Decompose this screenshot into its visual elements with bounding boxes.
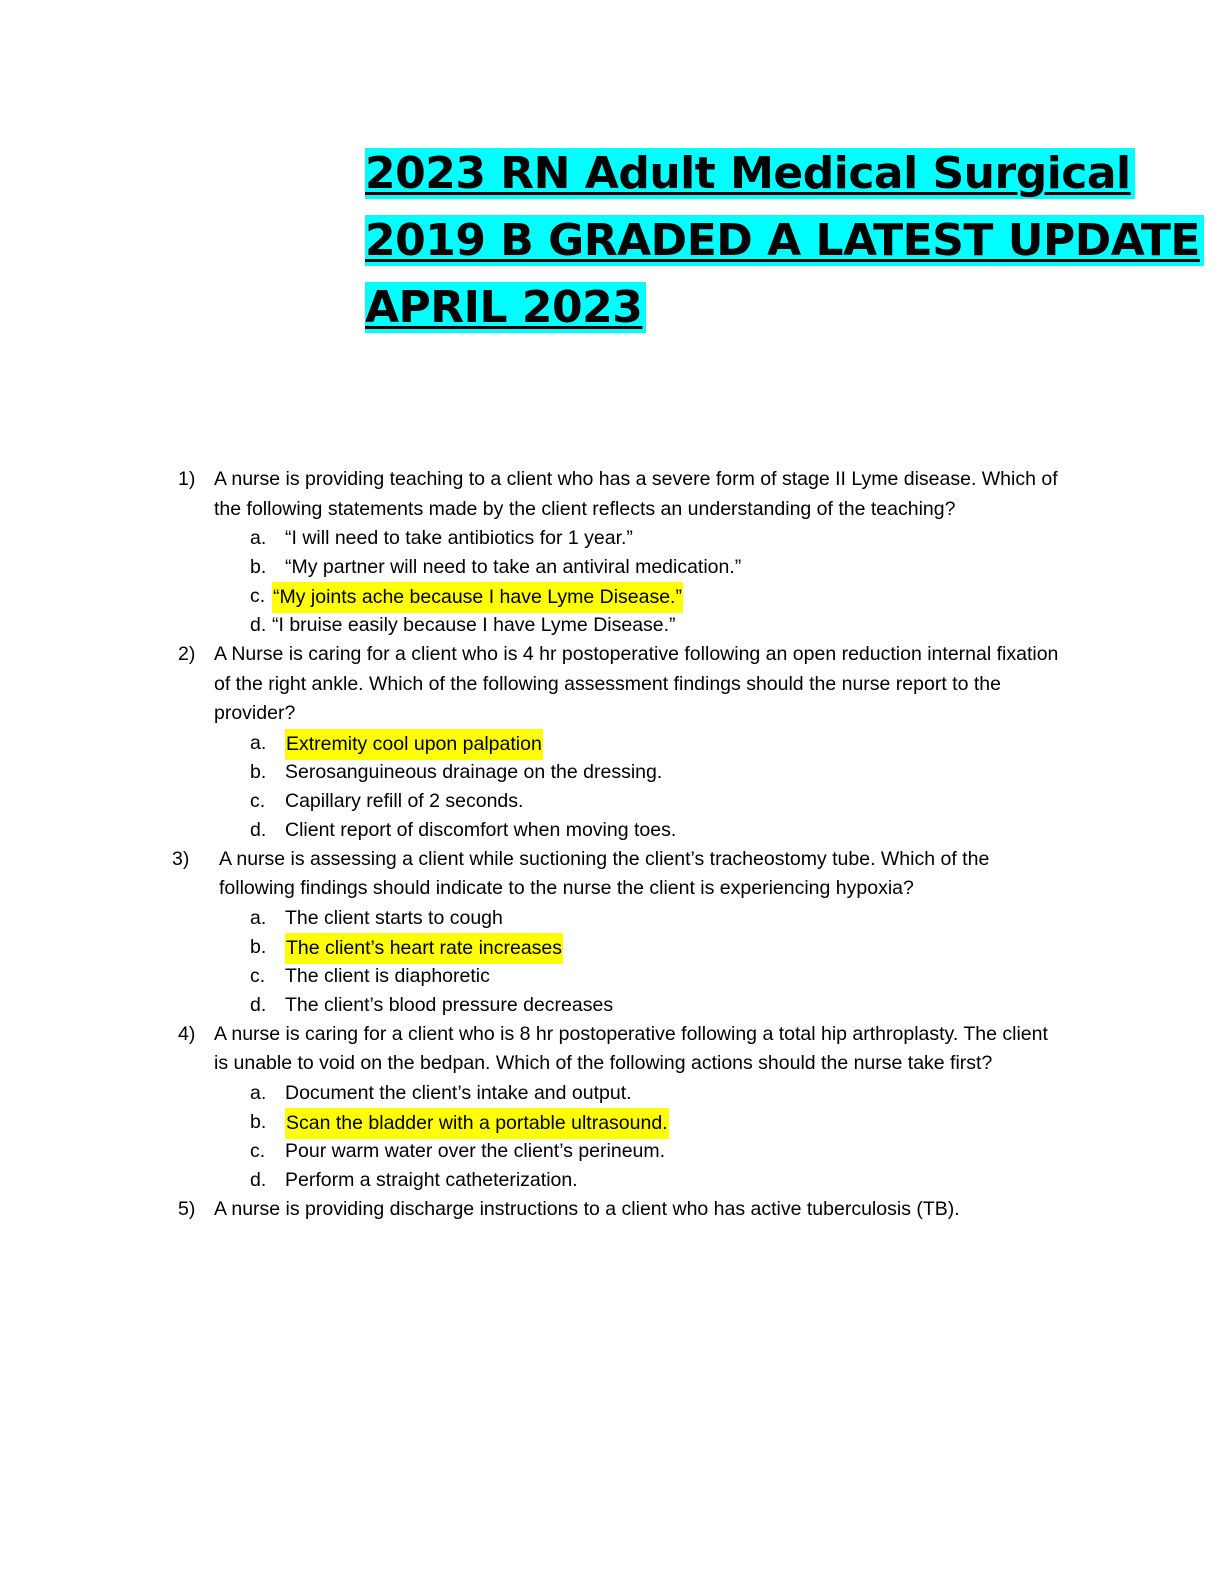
- option-letter: a.: [250, 906, 267, 929]
- question-5: [0, 1195, 1224, 1225]
- option-letter: c.: [250, 585, 266, 607]
- option-letter: b.: [250, 556, 267, 578]
- option-1a: [0, 524, 1224, 553]
- option-letter: a.: [250, 731, 267, 754]
- question-2: [0, 640, 1224, 729]
- option-3a: [0, 904, 1224, 933]
- option-letter: d.: [250, 993, 267, 1016]
- question-text: A nurse is providing discharge instructions to a client who has active tuberculosis (TB).: [214, 1197, 960, 1220]
- option-letter: c.: [250, 1139, 266, 1162]
- question-number: 3): [172, 847, 190, 870]
- option-2c: [0, 787, 1224, 816]
- option-1c: [0, 582, 1224, 611]
- option-text: Serosanguineous drainage on the dressing.: [285, 760, 663, 783]
- option-text: Pour warm water over the client’s perineum.: [285, 1139, 666, 1162]
- option-text: Document the client’s intake and output.: [285, 1081, 632, 1104]
- question-number: 1): [178, 468, 196, 490]
- document-title: [365, 140, 1200, 341]
- option-text: The client is diaphoretic: [285, 964, 490, 987]
- question-list: [0, 465, 1224, 1224]
- option-3d: [0, 991, 1224, 1020]
- question-text: A nurse is providing teaching to a client who has a severe form of stage II Lyme disease. Which of the following statements made by the client reflects an understanding of the teaching?: [214, 468, 1058, 520]
- option-letter: d.: [250, 818, 267, 841]
- option-letter: b.: [250, 935, 267, 958]
- highlighted-answer: The client’s heart rate increases: [285, 933, 563, 964]
- question-1: [0, 465, 1224, 524]
- title-line-3: APRIL 2023: [365, 274, 1195, 341]
- option-3c: [0, 962, 1224, 991]
- option-letter: b.: [250, 760, 267, 783]
- highlighted-answer: Scan the bladder with a portable ultrasound.: [285, 1108, 669, 1139]
- question-text: A Nurse is caring for a client who is 4 hr postoperative following an open reduction internal fixation of the right ankle. Which of the following assessment findings should the nurse report to the provider?: [214, 643, 1059, 724]
- option-3b: [0, 933, 1224, 962]
- option-4b: [0, 1108, 1224, 1137]
- option-letter: d.: [250, 1168, 267, 1191]
- question-4: [0, 1020, 1224, 1079]
- option-1d: [0, 611, 1224, 640]
- question-text: A nurse is assessing a client while suctioning the client’s tracheostomy tube. Which of the following findings should indicate to the nurse the client is experiencing hypoxia?: [219, 847, 990, 899]
- option-letter: b.: [250, 1110, 267, 1133]
- option-letter: c.: [250, 789, 266, 812]
- question-text: A nurse is caring for a client who is 8 hr postoperative following a total hip arthroplasty. The client is unable to void on the bedpan. Which of the following actions should the nurse take first?: [214, 1022, 1048, 1074]
- option-4c: [0, 1137, 1224, 1166]
- option-text: “My partner will need to take an antiviral medication.”: [285, 556, 742, 578]
- option-letter: a.: [250, 1081, 267, 1104]
- option-1b: [0, 553, 1224, 582]
- question-number: 2): [178, 643, 196, 665]
- option-text: “I bruise easily because I have Lyme Disease.”: [272, 614, 676, 636]
- option-text: Client report of discomfort when moving toes.: [285, 818, 677, 841]
- highlighted-answer: “My joints ache because I have Lyme Disease.”: [272, 582, 683, 613]
- option-text: Capillary refill of 2 seconds.: [285, 789, 524, 812]
- option-4d: [0, 1166, 1224, 1195]
- highlighted-answer: Extremity cool upon palpation: [285, 729, 543, 760]
- question-number: 5): [178, 1197, 196, 1220]
- option-2b: [0, 758, 1224, 787]
- option-2a: [0, 729, 1224, 758]
- option-letter: c.: [250, 964, 266, 987]
- option-text: The client starts to cough: [285, 906, 503, 929]
- option-letter: a.: [250, 527, 267, 549]
- option-text: “I will need to take antibiotics for 1 year.”: [285, 527, 633, 549]
- title-line-1: 2023 RN Adult Medical Surgical: [365, 140, 1195, 207]
- question-number: 4): [178, 1022, 196, 1045]
- option-letter: d.: [250, 614, 267, 636]
- title-line-2: 2019 B GRADED A LATEST UPDATE: [365, 207, 1195, 274]
- question-3: [0, 845, 1224, 904]
- option-text: The client’s blood pressure decreases: [285, 993, 614, 1016]
- option-4a: [0, 1079, 1224, 1108]
- option-text: Perform a straight catheterization.: [285, 1168, 578, 1191]
- option-2d: [0, 816, 1224, 845]
